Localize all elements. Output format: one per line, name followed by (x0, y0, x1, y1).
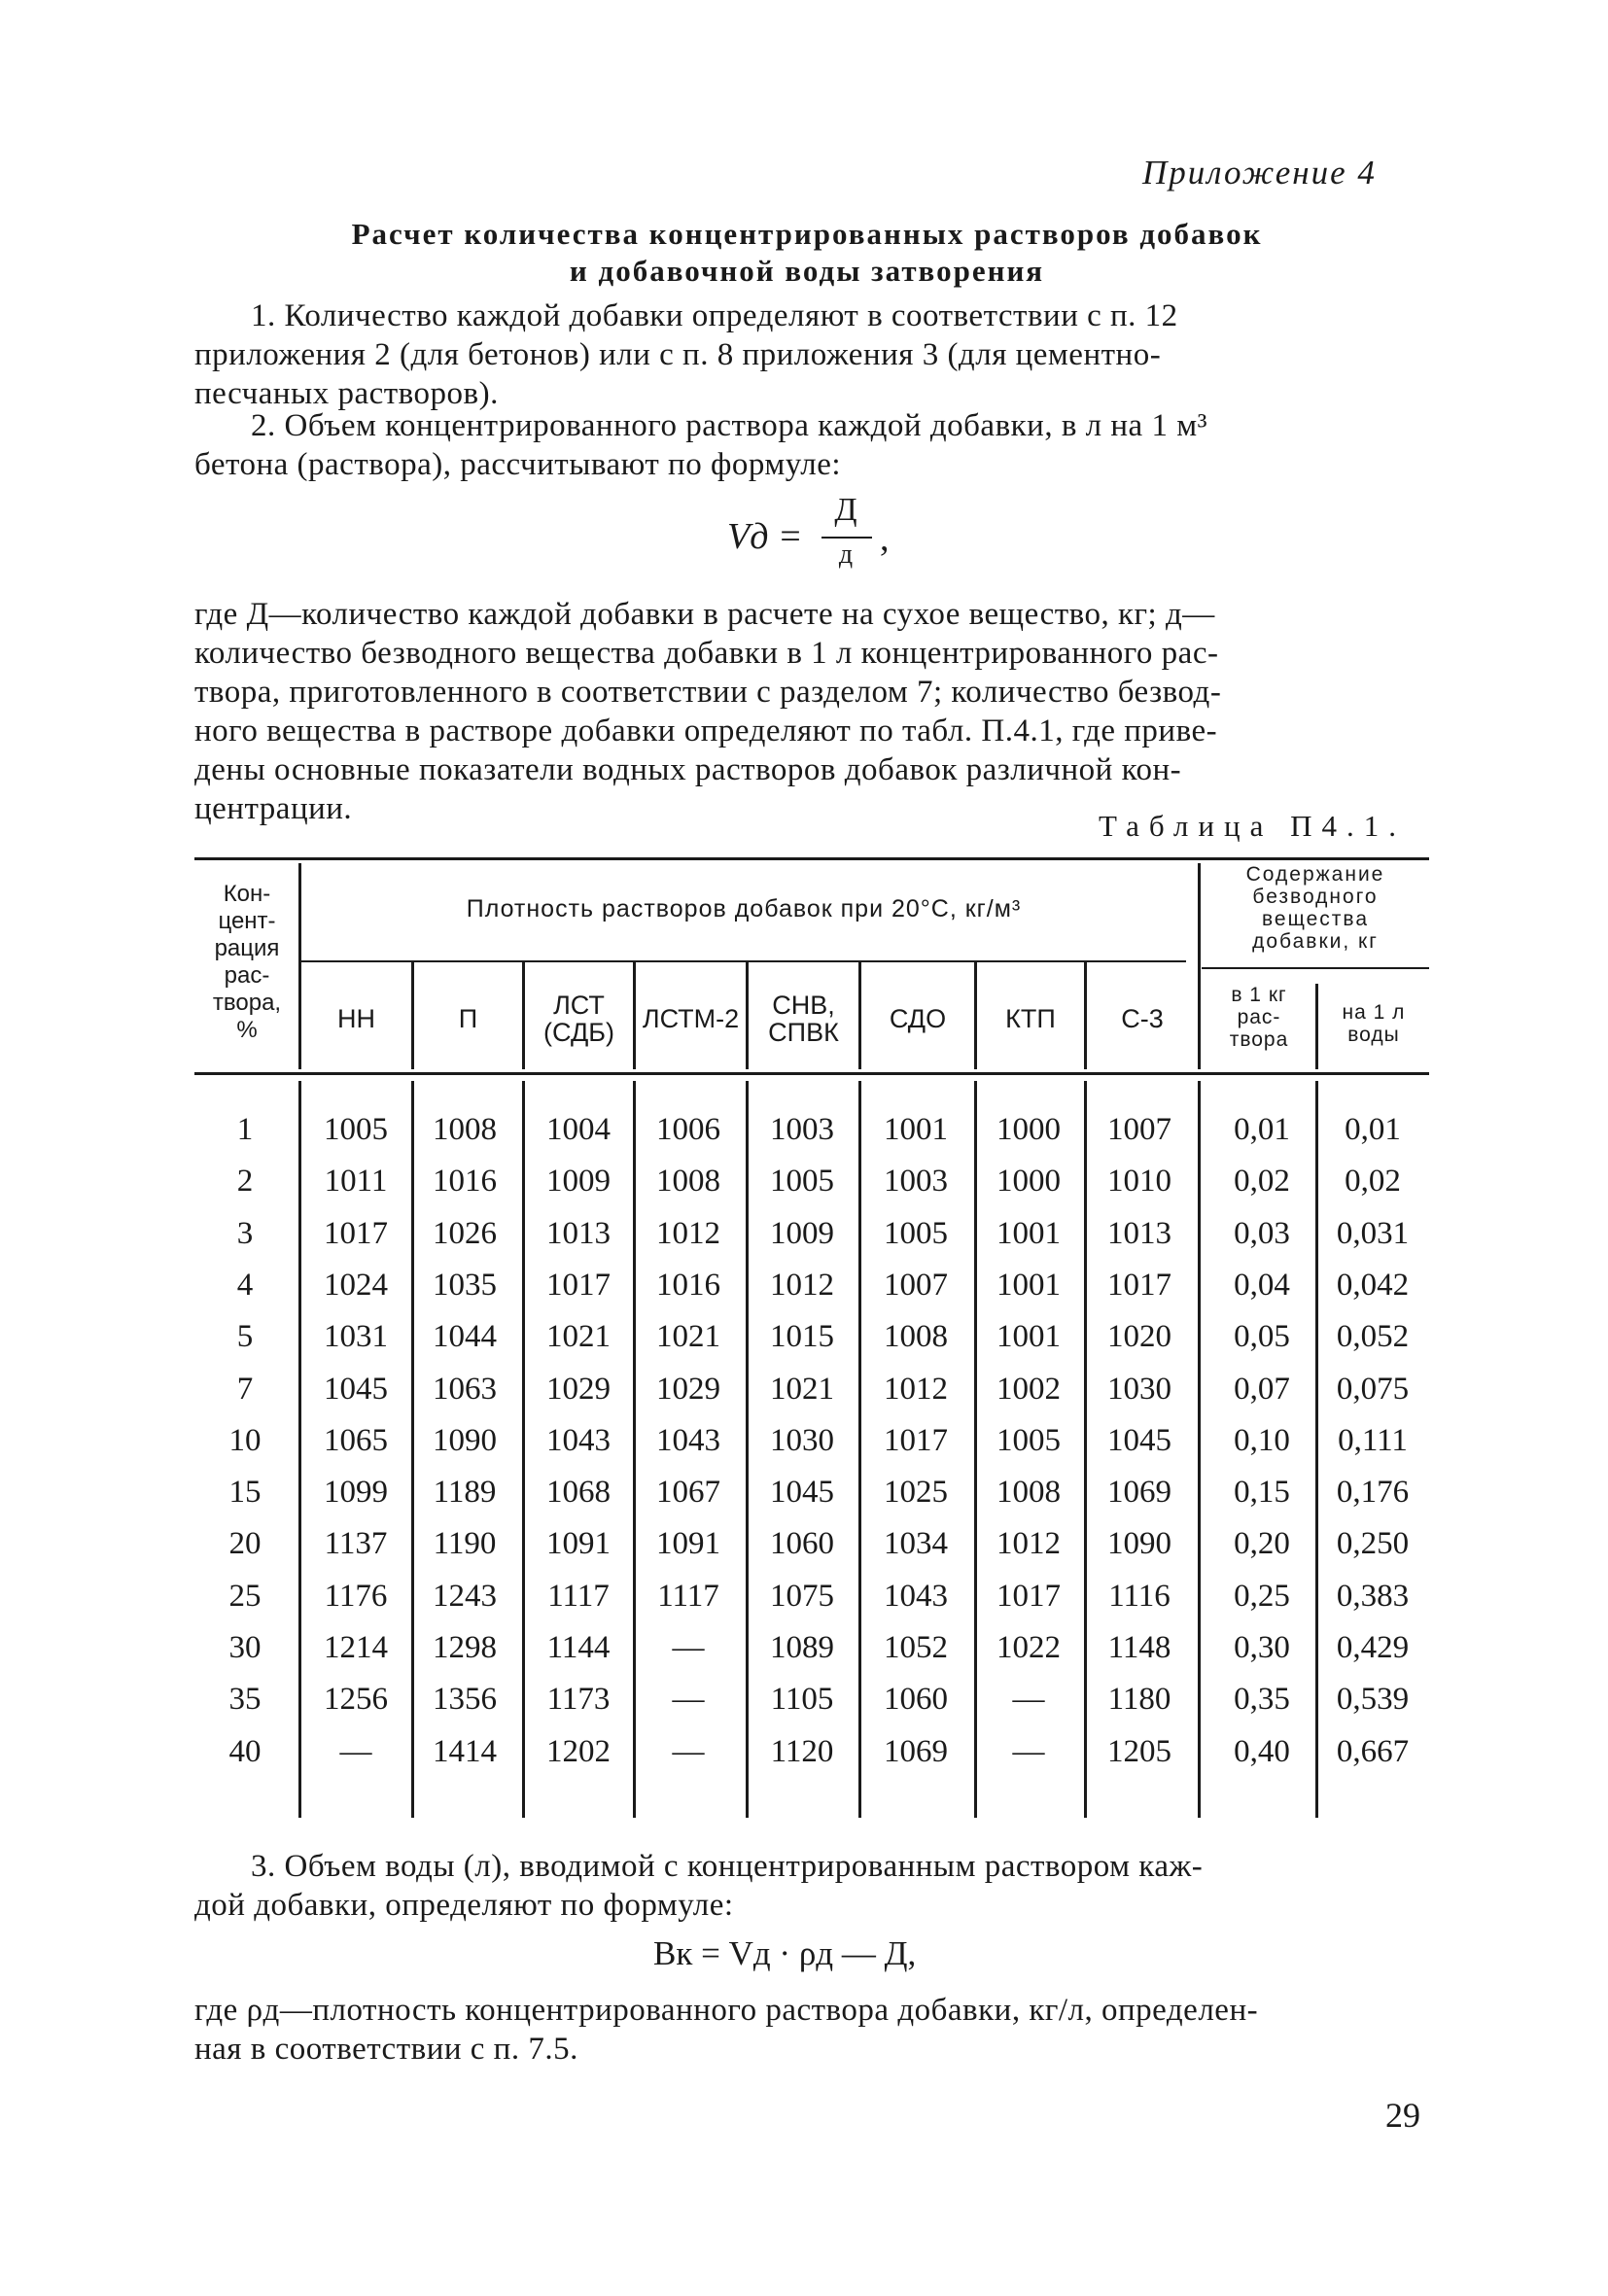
additive-column-header: П (458, 1004, 478, 1033)
table-cell: 1001 (996, 1216, 1061, 1251)
table-cell: 1105 (770, 1682, 834, 1717)
table-cell: 1030 (1107, 1372, 1171, 1407)
paragraph-4 (194, 1847, 1424, 1925)
header-concentration (194, 881, 299, 1044)
header-line: твора, (212, 990, 282, 1016)
table-cell: — (672, 1734, 705, 1769)
table-cell: 0,02 (1345, 1164, 1401, 1199)
table-cell: 1003 (770, 1112, 834, 1147)
table-cell: — (1012, 1734, 1045, 1769)
additive-column-header: ЛСТМ-2 (642, 1004, 740, 1033)
table-cell: 1060 (884, 1682, 948, 1717)
row-concentration-cell: 25 (228, 1579, 262, 1614)
table-cell: 0,052 (1336, 1319, 1410, 1354)
table-cell: 1091 (546, 1526, 611, 1561)
column-rule (1198, 863, 1201, 1069)
table-cell: 1026 (433, 1216, 497, 1251)
paragraph-line: количество безводного вещества добавки в 1 л концентрированного рас- (194, 636, 1219, 671)
table-cell: 1000 (996, 1164, 1061, 1199)
table-cell: 1030 (770, 1423, 834, 1458)
paragraph-line: центрации. (194, 791, 353, 826)
table-cell: 0,40 (1234, 1734, 1290, 1769)
column-rule (746, 962, 749, 1069)
table-cell: 1045 (324, 1372, 388, 1407)
table-cell: 1008 (996, 1475, 1061, 1510)
table-cell: 1024 (324, 1268, 388, 1303)
column-rule (298, 863, 301, 1069)
additive-column-header: СДО (889, 1004, 947, 1033)
table-cell: 0,176 (1336, 1475, 1410, 1510)
appendix-label: Приложение 4 (1142, 154, 1377, 191)
formula-numerator: Д (834, 492, 857, 528)
formula-comma: , (880, 518, 890, 559)
table-cell: 0,30 (1234, 1630, 1290, 1665)
header-line: безводного (1252, 886, 1379, 908)
column-rule (1084, 962, 1087, 1069)
additive-column-header: НН (337, 1004, 375, 1033)
paragraph-2 (194, 406, 1424, 484)
table-cell: 1044 (433, 1319, 497, 1354)
table-cell: 0,075 (1336, 1372, 1410, 1407)
header-density: Плотность растворов добавок при 20°С, кг/м³ (466, 895, 1022, 922)
table-cell: — (1012, 1682, 1045, 1717)
table-cell: 1075 (770, 1579, 834, 1614)
table-cell: 1068 (546, 1475, 611, 1510)
fraction-line (821, 537, 872, 539)
table-cell: 1001 (996, 1319, 1061, 1354)
table-cell: 1017 (546, 1268, 611, 1303)
table-cell: 0,667 (1336, 1734, 1410, 1769)
table-cell: 0,35 (1234, 1682, 1290, 1717)
paragraph-1 (194, 296, 1424, 413)
table-cell: 1117 (657, 1579, 719, 1614)
table-cell: 1137 (324, 1526, 388, 1561)
table-cell: 1001 (996, 1268, 1061, 1303)
table-cell: 1005 (996, 1423, 1061, 1458)
header-line: твора (1229, 1028, 1289, 1051)
table-cell: 1173 (546, 1682, 611, 1717)
table-cell: 0,383 (1336, 1579, 1410, 1614)
additive-column-header: С-3 (1121, 1004, 1164, 1033)
table-cell: 1414 (433, 1734, 497, 1769)
table-cell: 1021 (546, 1319, 611, 1354)
table-cell: 1089 (770, 1630, 834, 1665)
paragraph-line: 2. Объем концентрированного раствора каждой добавки, в л на 1 м³ (251, 408, 1207, 443)
table-cell: 1017 (1107, 1268, 1171, 1303)
paragraph-line: 3. Объем воды (л), вводимой с концентрированным раствором каж- (251, 1849, 1204, 1884)
density-subheader-rule (301, 960, 1186, 962)
header-line: Содержание (1245, 863, 1385, 886)
table-cell: 0,031 (1336, 1216, 1410, 1251)
page-title-line-1: Расчет количества концентрированных растворов добавок (351, 217, 1263, 251)
column-rule (522, 962, 525, 1069)
table-cell: 0,042 (1336, 1268, 1410, 1303)
table-cell: 1020 (1107, 1319, 1171, 1354)
row-concentration-cell: 35 (228, 1682, 262, 1717)
table-cell: 1035 (433, 1268, 497, 1303)
header-line: воды (1347, 1024, 1400, 1046)
column-rule (858, 962, 861, 1069)
table-cell: 1008 (433, 1112, 497, 1147)
table-cell: 1045 (1107, 1423, 1171, 1458)
table-cell: 0,25 (1234, 1579, 1290, 1614)
table-cell: 1034 (884, 1526, 948, 1561)
paragraph-line: ного вещества в растворе добавки определяют по табл. П.4.1, где приве- (194, 713, 1218, 748)
table-cell: 0,429 (1336, 1630, 1410, 1665)
table-cell: 1031 (324, 1319, 388, 1354)
header-line: в 1 кг (1231, 984, 1287, 1006)
table-cell: 1011 (324, 1164, 388, 1199)
row-concentration-cell: 20 (228, 1526, 262, 1561)
column-rule (411, 962, 414, 1069)
table-cell: 1008 (884, 1319, 948, 1354)
table-cell: 1148 (1107, 1630, 1171, 1665)
table-cell: 1205 (1107, 1734, 1171, 1769)
table-cell: 1005 (884, 1216, 948, 1251)
row-concentration-cell: 3 (236, 1216, 254, 1251)
table-cell: 1021 (656, 1319, 720, 1354)
table-cell: 0,250 (1336, 1526, 1410, 1561)
column-rule (1198, 1081, 1201, 1818)
table-cell: 1007 (884, 1268, 948, 1303)
table-cell: 0,01 (1345, 1112, 1401, 1147)
formula-denominator: д (838, 539, 854, 570)
table-cell: 1005 (324, 1112, 388, 1147)
table-caption: Таблица П4.1. (1099, 809, 1406, 843)
table-cell: 1022 (996, 1630, 1061, 1665)
row-concentration-cell: 40 (228, 1734, 262, 1769)
table-cell: 1006 (656, 1112, 720, 1147)
paragraph-line: где ρд—плотность концентрированного раствора добавки, кг/л, определен- (194, 1993, 1259, 2028)
header-per-l (1318, 1001, 1429, 1046)
header-line: рас- (1237, 1006, 1281, 1028)
table-cell: 1091 (656, 1526, 720, 1561)
table-cell: 1060 (770, 1526, 834, 1561)
table-cell: 0,02 (1234, 1164, 1290, 1199)
table-cell: 1017 (324, 1216, 388, 1251)
table-cell: 1001 (884, 1112, 948, 1147)
table-cell: 1010 (1107, 1164, 1171, 1199)
table-cell: 1012 (770, 1268, 834, 1303)
table-cell: 1190 (433, 1526, 497, 1561)
page-title-line-2: и добавочной воды затворения (569, 254, 1045, 288)
table-cell: 1009 (546, 1164, 611, 1199)
table-cell: 1000 (996, 1112, 1061, 1147)
table-cell: 0,04 (1234, 1268, 1290, 1303)
header-line: добавки, кг (1252, 930, 1379, 953)
table-cell: 1298 (433, 1630, 497, 1665)
header-line: вещества (1261, 908, 1370, 930)
table-cell: 1012 (884, 1372, 948, 1407)
table-cell: 1012 (996, 1526, 1061, 1561)
table-cell: 1202 (546, 1734, 611, 1769)
row-concentration-cell: 10 (228, 1423, 262, 1458)
header-line: % (236, 1017, 258, 1043)
table-header-rule (194, 1072, 1429, 1075)
paragraph-line: приложения 2 (для бетонов) или с п. 8 приложения 3 (для цементно- (194, 337, 1162, 372)
formula-lhs: Vд = (727, 516, 803, 557)
table-cell: 1012 (656, 1216, 720, 1251)
table-cell: 1013 (1107, 1216, 1171, 1251)
row-concentration-cell: 4 (236, 1268, 254, 1303)
table-cell: 0,07 (1234, 1372, 1290, 1407)
paragraph-line: дены основные показатели водных растворов добавок различной кон- (194, 752, 1182, 787)
table-cell: 1063 (433, 1372, 497, 1407)
table-top-rule (194, 857, 1429, 860)
table-cell: 1356 (433, 1682, 497, 1717)
header-per-kg (1202, 984, 1316, 1051)
table-cell: 1007 (1107, 1112, 1171, 1147)
table-cell: 1029 (656, 1372, 720, 1407)
column-rule (1315, 984, 1318, 1069)
paragraph-line: дой добавки, определяют по формуле: (194, 1888, 734, 1923)
paragraph-line: ная в соответствии с п. 7.5. (194, 2032, 578, 2067)
paragraph-line: где Д—количество каждой добавки в расчете на сухое вещество, кг; д— (194, 597, 1215, 632)
table-cell: 1004 (546, 1112, 611, 1147)
table-cell: 0,20 (1234, 1526, 1290, 1561)
paragraph-line: 1. Количество каждой добавки определяют в соответствии с п. 12 (251, 298, 1178, 333)
table-cell: 1099 (324, 1475, 388, 1510)
table-cell: 1025 (884, 1475, 948, 1510)
table-cell: 1029 (546, 1372, 611, 1407)
table-cell: 1017 (884, 1423, 948, 1458)
table-cell: 1016 (433, 1164, 497, 1199)
page-number: 29 (1385, 2096, 1420, 2135)
column-rule (974, 962, 977, 1069)
table-cell: 1067 (656, 1475, 720, 1510)
table-cell: 1045 (770, 1475, 834, 1510)
table-cell: 0,15 (1234, 1475, 1290, 1510)
table-cell: 1189 (433, 1475, 497, 1510)
table-cell: 1016 (656, 1268, 720, 1303)
table-cell: 1002 (996, 1372, 1061, 1407)
table-cell: 0,111 (1338, 1423, 1408, 1458)
header-line: рас- (224, 962, 270, 989)
table-cell: 0,05 (1234, 1319, 1290, 1354)
table-cell: 1144 (546, 1630, 611, 1665)
table-cell: 1065 (324, 1423, 388, 1458)
table-cell: 1243 (433, 1579, 497, 1614)
table-cell: 1013 (546, 1216, 611, 1251)
additive-column-header: СНВ, СПВК (768, 991, 839, 1047)
table-cell: 1120 (770, 1734, 834, 1769)
table-cell: 1043 (546, 1423, 611, 1458)
row-concentration-cell: 15 (228, 1475, 262, 1510)
formula-bk: Вк = Vд · ρд — Д, (653, 1934, 917, 1972)
table-cell: 0,03 (1234, 1216, 1290, 1251)
table-cell: 1090 (433, 1423, 497, 1458)
table-cell: 1005 (770, 1164, 834, 1199)
table-cell: 1214 (324, 1630, 388, 1665)
table-cell: 1009 (770, 1216, 834, 1251)
table-cell: 1180 (1107, 1682, 1171, 1717)
table-cell: 1176 (324, 1579, 388, 1614)
table-cell: 0,539 (1336, 1682, 1410, 1717)
paragraph-line: бетона (раствора), рассчитывают по формуле: (194, 447, 842, 482)
row-concentration-cell: 2 (236, 1164, 254, 1199)
paragraph-5 (194, 1991, 1424, 2069)
content-subheader-rule (1202, 967, 1429, 969)
row-concentration-cell: 5 (236, 1319, 254, 1354)
table-cell: 1116 (1108, 1579, 1171, 1614)
table-cell: — (672, 1630, 705, 1665)
row-concentration-cell: 30 (228, 1630, 262, 1665)
header-line: на 1 л (1342, 1001, 1406, 1024)
table-cell: — (672, 1682, 705, 1717)
table-cell: 1117 (547, 1579, 610, 1614)
table-cell: 1008 (656, 1164, 720, 1199)
table-cell: 0,01 (1234, 1112, 1290, 1147)
additive-column-header: ЛСТ (СДБ) (543, 991, 614, 1047)
table-cell: 1015 (770, 1319, 834, 1354)
header-line: цент- (218, 908, 276, 934)
table-cell: 1090 (1107, 1526, 1171, 1561)
table-cell: 1052 (884, 1630, 948, 1665)
table-cell: — (339, 1734, 372, 1769)
column-rule (633, 962, 636, 1069)
table-cell: 1017 (996, 1579, 1061, 1614)
table-cell: 1069 (1107, 1475, 1171, 1510)
table-cell: 1069 (884, 1734, 948, 1769)
row-concentration-cell: 7 (236, 1372, 254, 1407)
header-content (1202, 863, 1429, 953)
row-concentration-cell: 1 (236, 1112, 254, 1147)
table-cell: 1043 (884, 1579, 948, 1614)
paragraph-line: твора, приготовленного в соответствии с разделом 7; количество безвод- (194, 675, 1222, 710)
header-line: рация (214, 935, 280, 961)
table-cell: 0,10 (1234, 1423, 1290, 1458)
table-cell: 1256 (324, 1682, 388, 1717)
table-cell: 1021 (770, 1372, 834, 1407)
table-cell: 1003 (884, 1164, 948, 1199)
paragraph-3 (194, 595, 1424, 828)
paragraph-line: песчаных растворов). (194, 376, 499, 411)
table-cell: 1043 (656, 1423, 720, 1458)
additive-column-header: КТП (1005, 1004, 1056, 1033)
header-line: Кон- (223, 881, 271, 907)
